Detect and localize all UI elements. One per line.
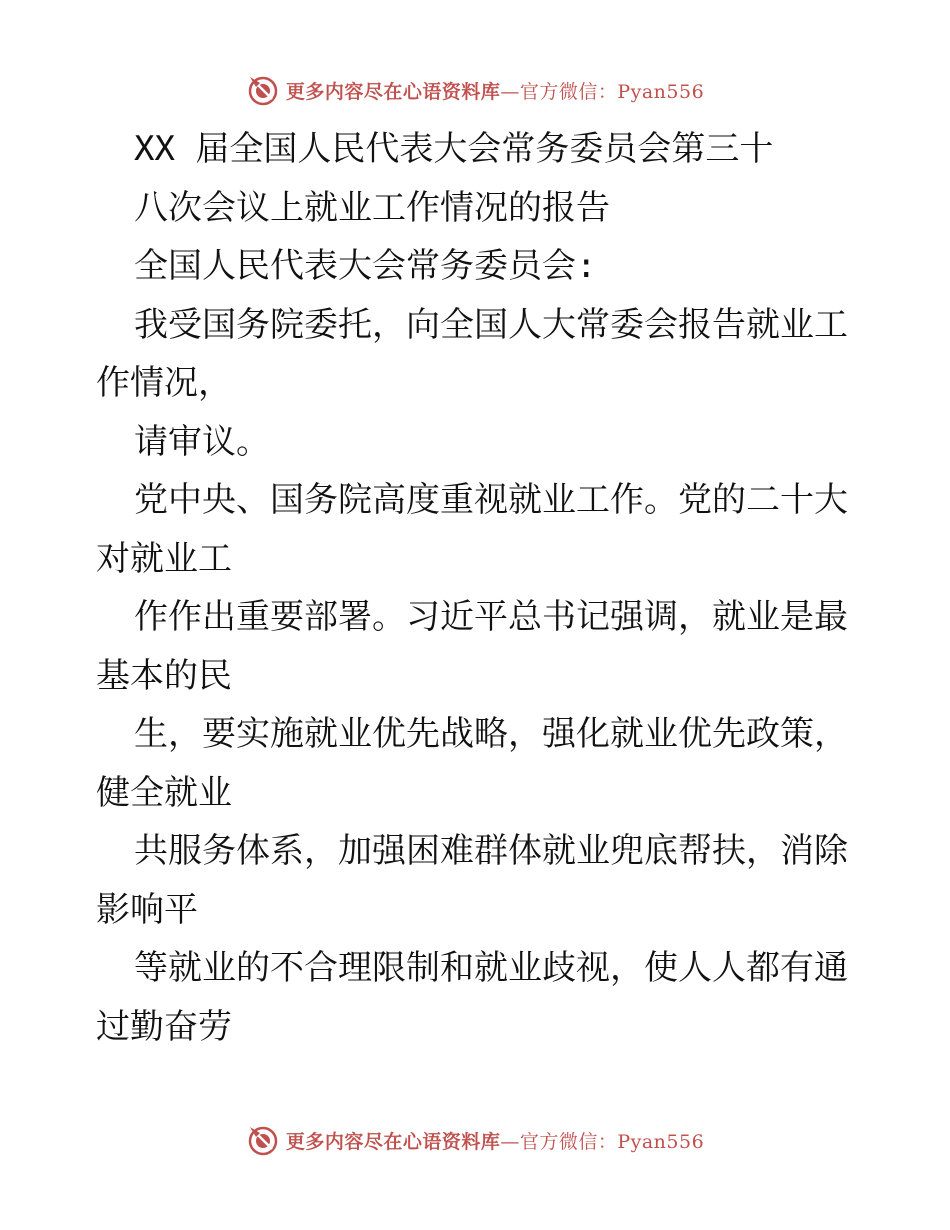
watermark-text: [286, 1127, 704, 1154]
text-line: 等就业的不合理限制和就业歧视，使人人都有通: [134, 948, 848, 988]
quill-pen-logo-icon: [246, 1123, 280, 1157]
document-body: [96, 120, 866, 1056]
text-line: 全国人民代表大会常务委员会:: [134, 246, 597, 286]
text-line: 影响平: [96, 889, 198, 930]
text-line: 对就业工: [96, 538, 232, 579]
header-watermark: [0, 70, 950, 110]
watermark-separator: —: [500, 1130, 520, 1153]
watermark-separator: —: [500, 80, 520, 103]
text-line: 作作出重要部署。习近平总书记强调，就业是最: [134, 597, 848, 637]
text-line: 共服务体系，加强困难群体就业兜底帮扶，消除: [134, 831, 848, 871]
watermark-wechat: 官方微信：Pyan556: [519, 80, 705, 103]
text-line: 请审议。: [134, 421, 270, 462]
text-line: 基本的民: [96, 655, 232, 696]
text-line: 我受国务院委托，向全国人大常委会报告就业工: [134, 304, 848, 345]
watermark-site-name: 更多内容尽在心语资料库: [285, 80, 501, 103]
watermark-text: [286, 77, 704, 104]
text-line: XX 届全国人民代表大会常务委员会第三十: [134, 129, 774, 169]
text-line: 作情况，: [96, 363, 232, 403]
text-line: 党中央、国务院高度重视就业工作。党的二十大: [134, 480, 848, 520]
text-line: 八次会议上就业工作情况的报告: [134, 187, 610, 228]
watermark-site-name: 更多内容尽在心语资料库: [285, 1130, 501, 1153]
text-line: 过勤奋劳: [96, 1006, 232, 1047]
text-line: 健全就业: [96, 772, 232, 813]
watermark-wechat: 官方微信：Pyan556: [519, 1130, 705, 1153]
footer-watermark: [0, 1120, 950, 1160]
text-line: 生，要实施就业优先战略，强化就业优先政策，: [134, 714, 848, 754]
quill-pen-logo-icon: [246, 73, 280, 107]
